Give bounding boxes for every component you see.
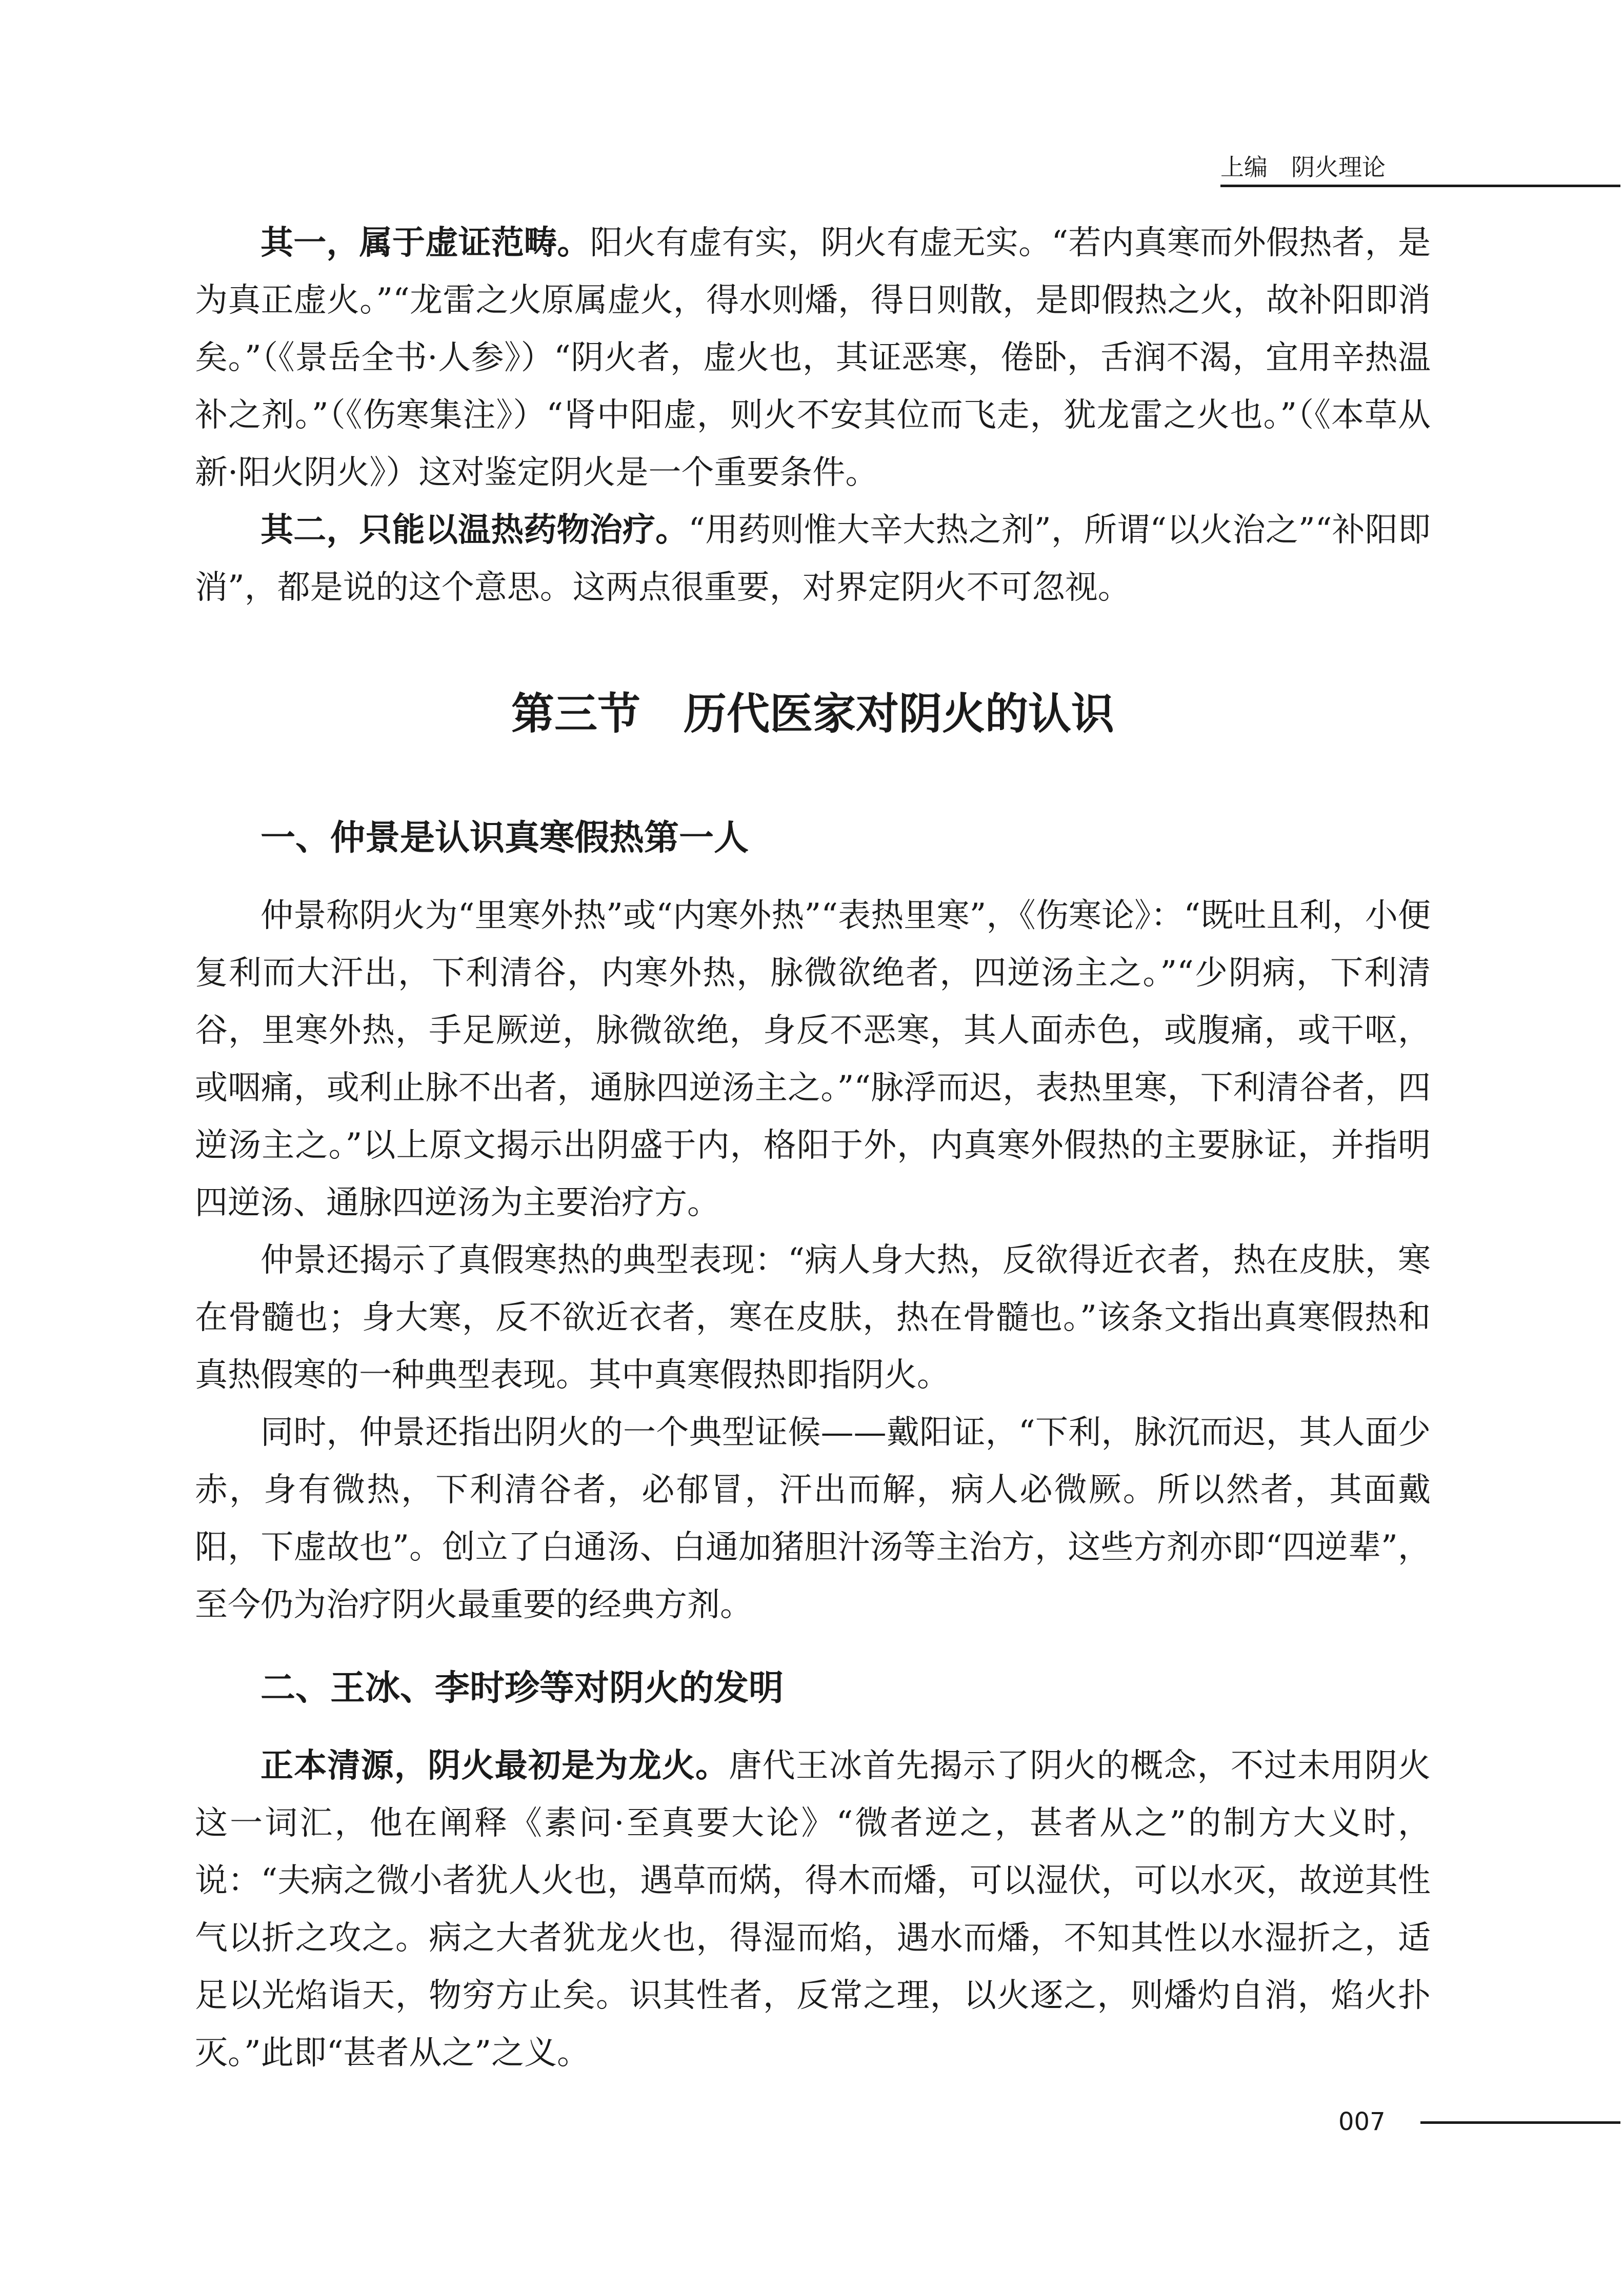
- paragraph-zhongjing-1: 仲景称阴火为“里寒外热”或“内寒外热”“表热里寒”，《伤寒论》：“既吐且利，小便复利而大汗出，下利清谷，内寒外热，脉微欲绝者，四逆汤主之。”“少阴病，下利清谷，里寒外热，手足厥逆，脉微欲绝，身反不恶寒，其人面赤色，或腹痛，或干呕，或咽痛，或利止脉不出者，通脉四逆汤主之。”“脉浮而迟，表热里寒，下利清谷者，四逆汤主之。”以上原文揭示出阴盛于内，格阳于外，内真寒外假热的主要脉证，并指明四逆汤、通脉四逆汤为主要治疗方。: [195, 897, 1431, 1222]
- bold-lead: 其二，只能以温热药物治疗。: [260, 511, 689, 549]
- bold-lead: 正本清源，阴火最初是为龙火。: [260, 1747, 729, 1785]
- subsection-heading-wangbing: 二、王冰、李时珍等对阴火的发明: [260, 1668, 784, 1709]
- paragraph-wangbing-1: [195, 1737, 1431, 2082]
- footer-rule: [1420, 2121, 1620, 2124]
- paragraph-text: “用药则惟大辛大热之剂”，所谓“以火治之”“补阳即消”，都是说的这个意思。这两点很重要，对界定阴火不可忽视。: [195, 511, 1431, 607]
- subsection-heading-zhongjing: 一、仲景是认识真寒假热第一人: [260, 817, 749, 858]
- section-title: 第三节 历代医家对阴火的认识: [511, 689, 1114, 739]
- page-number: 007: [1338, 2107, 1386, 2136]
- paragraph-zhongjing-2: 仲景还揭示了真假寒热的典型表现：“病人身大热，反欲得近衣者，热在皮肤，寒在骨髓也；身大寒，反不欲近衣者，寒在皮肤，热在骨髓也。”该条文指出真寒假热和真热假寒的一种典型表现。其中真寒假热即指阴火。: [195, 1241, 1431, 1394]
- running-title: 上编 阴火理论: [1220, 153, 1386, 181]
- page-body: [195, 214, 1431, 2082]
- paragraph-zhongjing-3: 同时，仲景还指出阴火的一个典型证候——戴阳证，“下利，脉沉而迟，其人面少赤，身有微热，下利清谷者，必郁冒，汗出而解，病人必微厥。所以然者，其面戴阳，下虚故也”。创立了白通汤、白通加猪胆汁汤等主治方，这些方剂亦即“四逆辈”，至今仍为治疗阴火最重要的经典方剂。: [195, 1414, 1431, 1624]
- paragraph-text: 唐代王冰首先揭示了阴火的概念，不过未用阴火这一词汇，他在阐释《素问·至真要大论》“微者逆之，甚者从之”的制方大义时，说：“夫病之微小者犹人火也，遇草而焫，得木而燔，可以湿伏，可以水灭，故逆其性气以折之攻之。病之大者犹龙火也，得湿而焰，遇水而燔，不知其性以水湿折之，适足以光焰诣天，物穷方止矣。识其性者，反常之理，以火逐之，则燔灼自消，焰火扑灭。”此即“甚者从之”之义。: [195, 1747, 1431, 2072]
- paragraph-deficiency-category: [195, 214, 1431, 501]
- paragraph-text: 阳火有虚有实，阴火有虚无实。“若内真寒而外假热者，是为真正虚火。”“龙雷之火原属虚火，得水则燔，得日则散，是即假热之火，故补阳即消矣。”（《景岳全书·人参》）“阴火者，虚火也，其证恶寒，倦卧，舌润不渴，宜用辛热温补之剂。”（《伤寒集注》）“肾中阳虚，则火不安其位而飞走，犹龙雷之火也。”（《本草从新·阳火阴火》）这对鉴定阴火是一个重要条件。: [195, 224, 1431, 492]
- paragraph-warm-treatment: [195, 501, 1431, 616]
- running-head: [1220, 154, 1620, 187]
- bold-lead: 其一，属于虚证范畴。: [260, 224, 590, 262]
